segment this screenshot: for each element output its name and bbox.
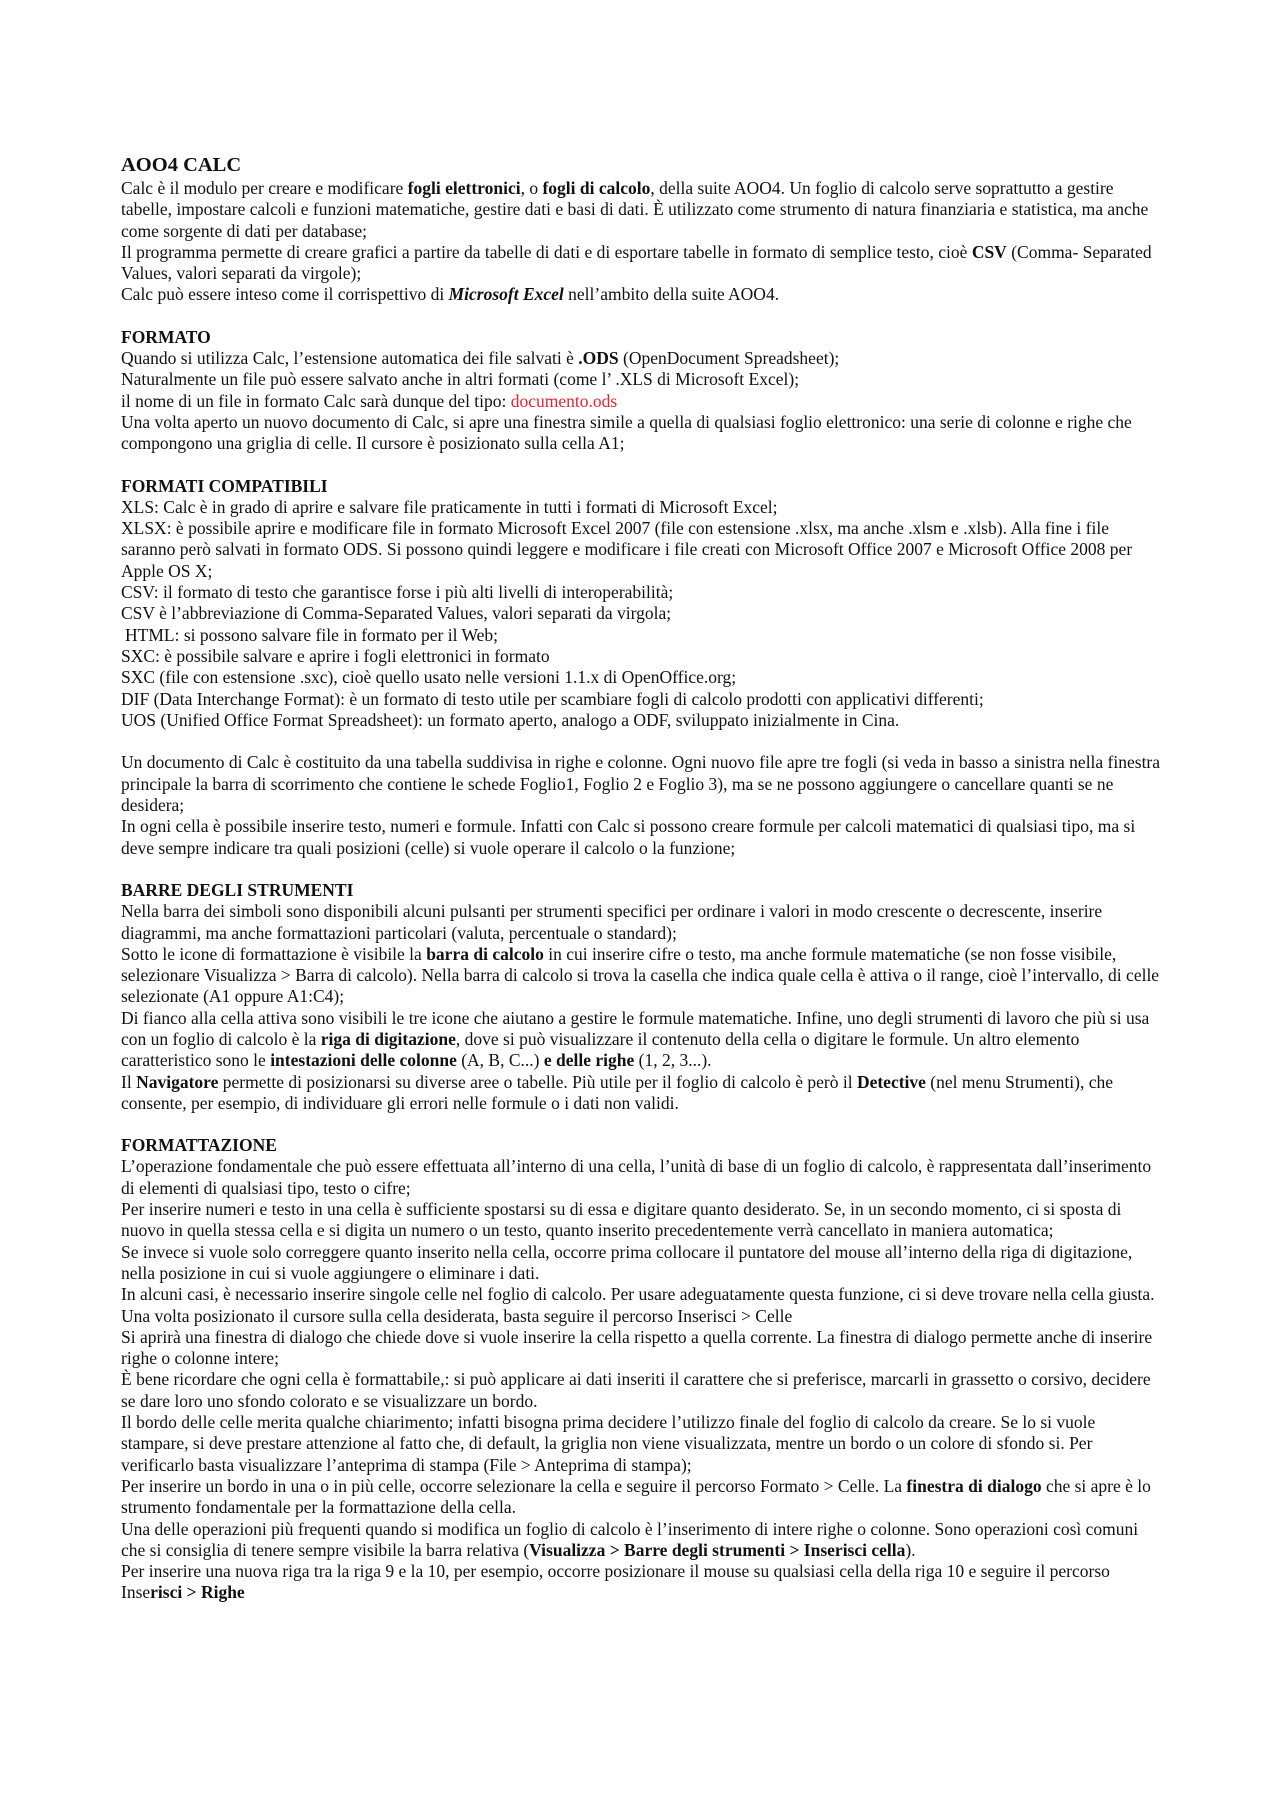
compatibili-line: CSV: il formato di testo che garantisce forse i più alti livelli di interoperabilità; [121,582,674,603]
text: , o [520,178,543,198]
text: (1, 2, 3...). [634,1050,712,1071]
text: Sotto le icone di formattazione è visibile la [121,943,427,964]
formattazione-paragraph-1: L’operazione fondamentale che può essere effettuata all’interno di una cella, l’unità di base di un foglio di calcolo, è rappresentata dall’inserimento di elementi di qualsiasi tipo, testo o cifre; [121,1156,1152,1198]
formato-line-3 [121,391,1165,412]
text: (OpenDocument Spreadsheet); [618,348,840,369]
bold-text: riga di digitazione [320,1028,456,1049]
text: (nel menu Strumenti), che consente, per esempio, di individuare gli errori nelle formule o i dati non validi. [121,1071,1114,1113]
documento-paragraph-2: In ogni cella è possibile inserire testo, numeri e formule. Infatti con Calc si possono creare formule per calcoli matematici di qualsiasi tipo, ma si deve sempre indicare tra quali posizioni (celle) si vuole operare il calcolo o la funzione; [121,816,1136,858]
bold-text: Detective [856,1071,926,1092]
formattazione-paragraph-10 [121,1561,1165,1604]
bold-text: .ODS [578,348,619,369]
bold-italic-text: Microsoft Excel [448,284,564,305]
formattazione-paragraph-9 [121,1519,1165,1562]
formattazione-paragraph-8 [121,1476,1165,1519]
compatibili-line: XLS: Calc è in grado di aprire e salvare file praticamente in tutti i formati di Microsoft Excel; [121,496,778,517]
bold-text: fogli elettronici [407,178,521,198]
bold-text: risci > Righe [150,1582,245,1603]
bold-text: intestazioni delle colonne [270,1050,457,1071]
text: Calc può essere inteso come il corrispettivo di [121,284,449,305]
compatibili-line: UOS (Unified Office Format Spreadsheet): un formato aperto, analogo a ODF, sviluppato inizialmente in Cina. [121,709,900,730]
bold-text: e delle righe [543,1050,635,1071]
text: permette di posizionarsi su diverse aree o tabelle. Più utile per il foglio di calcolo è però il [218,1071,857,1092]
text: nell’ambito della suite AOO4. [563,284,780,305]
text: , della suite AOO4. Un foglio di calcolo serve soprattutto a gestire tabelle, impostare calcoli e funzioni matematiche, gestire dati e basi di dati. È utilizzato come strumento di natura finanziaria e statistica, ma anche come sorgente di dati per database; [121,178,1149,241]
formattazione-paragraph-2: Per inserire numeri e testo in una cella è sufficiente spostarsi su di essa e digitare quanto desiderato. Se, in un secondo momento, ci si sposta di nuovo in quella stessa cella e si digita un numero o un testo, quanto inserito precedentemente verrà cancellato in maniera automatica; [121,1199,1122,1241]
text: (A, B, C...) [456,1050,544,1071]
formattazione-paragraph-4: In alcuni casi, è necessario inserire singole celle nel foglio di calcolo. Per usare adeguatamente questa funzione, ci si deve trovare nella cella giusta. Una volta posizionato il cursore sulla cella desiderata, basta seguire il percorso Inserisci > Celle [121,1284,1155,1326]
formato-line-1 [121,348,1165,369]
bold-text: Navigatore [136,1071,219,1092]
barre-paragraph-4 [121,1072,1165,1115]
intro-paragraph-1 [121,178,1165,242]
compatibili-line: HTML: si possono salvare file in formato per il Web; [125,624,498,645]
formato-line-4: Una volta aperto un nuovo documento di Calc, si apre una finestra simile a quella di qualsiasi foglio elettronico: una serie di colonne e righe che compongono una griglia di celle. Il cursore è posizionato sulla cella A1; [121,411,1132,454]
text: Quando si utilizza Calc, l’estensione automatica dei file salvati è [121,348,579,369]
text: Calc è il modulo per creare e modificare [121,178,408,198]
text: Il programma permette di creare grafici a partire da tabelle di dati e di esportare tabelle in formato di semplice testo, cioè [121,241,972,262]
bold-text: CSV [971,241,1007,262]
intro-paragraph-2 [121,242,1165,285]
bold-text: barra di calcolo [426,943,544,964]
text: in cui inserire cifre o testo, ma anche formule matematiche (se non fosse visibile, selezionare Visualizza > Barra di calcolo). Nella barra di calcolo si trova la casella che indica quale cella è attiva o il range, cioè l’intervallo, di celle selezionate (A1 oppure A1:C4); [121,943,1160,1007]
intro-paragraph-3 [121,284,1165,305]
text: Per inserire una nuova riga tra la riga 9 e la 10, per esempio, occorre posizionare il mouse su qualsiasi cella della riga 10 e seguire il percorso Inse [121,1561,1110,1603]
bold-text: Visualizza > Barre degli strumenti > Inserisci cella [529,1539,906,1560]
filename-example: documento.ods [510,390,618,411]
barre-paragraph-2 [121,944,1165,1008]
compatibili-line: CSV è l’abbreviazione di Comma-Separated Values, valori separati da virgola; [121,603,672,624]
documento-paragraph-1: Un documento di Calc è costituito da una tabella suddivisa in righe e colonne. Ogni nuovo file apre tre fogli (si veda in basso a sinistra nella finestra principale la barra di scorrimento che contiene le schede Foglio1, Foglio 2 e Foglio 3), ma se ne possono aggiungere o cancellare quanti se ne desidera; [121,752,1161,816]
section-heading-formattazione: FORMATTAZIONE [121,1135,277,1156]
barre-paragraph-3 [121,1008,1165,1072]
document-title: AOO4 CALC [121,154,242,176]
compatibili-line: SXC (file con estensione .sxc), cioè quello usato nelle versioni 1.1.x di OpenOffice.org; [121,667,737,688]
text: (Comma- Separated Values, valori separati da virgole); [121,241,1152,284]
text: Una delle operazioni più frequenti quando si modifica un foglio di calcolo è l’inserimento di intere righe o colonne. Sono operazioni così comuni che si consiglia di tenere sempre visibile la barra relativa ( [121,1518,1139,1560]
text: il nome di un file in formato Calc sarà dunque del tipo: [121,390,511,411]
formattazione-paragraph-6: È bene ricordare che ogni cella è formattabile,: si può applicare ai dati inseriti il carattere che si preferisce, marcarli in grassetto o corsivo, decidere se dare loro uno sfondo colorato e se visualizzare un bordo. [121,1369,1151,1411]
bold-text: fogli di calcolo [542,178,651,198]
formato-line-2: Naturalmente un file può essere salvato anche in altri formati (come l’ .XLS di Microsoft Excel); [121,369,800,390]
text: , dove si può visualizzare il contenuto della cella o digitare le formule. Un altro elemento caratteristico sono le [121,1028,1080,1071]
section-heading-formati-compatibili: FORMATI COMPATIBILI [121,475,328,496]
formattazione-paragraph-5: Si aprirà una finestra di dialogo che chiede dove si vuole inserire la cella rispetto a quella corrente. La finestra di dialogo permette anche di inserire righe o colonne intere; [121,1326,1153,1369]
text: che si apre è lo strumento fondamentale per la formattazione della cella. [121,1475,1151,1518]
compatibili-line: XLSX: è possibile aprire e modificare file in formato Microsoft Excel 2007 (file con estensione .xlsx, ma anche .xlsm e .xlsb). Alla fine i file saranno però salvati in formato ODS. Si possono quindi leggere e modificare i file creati con Microsoft Office 2007 e Microsoft Office 2008 per Apple OS X; [121,518,1133,581]
text: ). [905,1539,916,1560]
formattazione-paragraph-3: Se invece si vuole solo correggere quanto inserito nella cella, occorre prima collocare il puntatore del mouse all’interno della riga di digitazione, nella posizione in cui si vuole aggiungere o eliminare i dati. [121,1241,1133,1283]
section-heading-formato: FORMATO [121,327,211,348]
barre-paragraph-1: Nella barra dei simboli sono disponibili alcuni pulsanti per strumenti specifici per ordinare i valori in modo crescente o decrescente, inserire diagrammi, ma anche formattazioni particolari (valuta, percentuale o standard); [121,901,1103,943]
formattazione-paragraph-7: Il bordo delle celle merita qualche chiarimento; infatti bisogna prima decidere l’utilizzo finale del foglio di calcolo da creare. Se lo si vuole stampare, si deve prestare attenzione al fatto che, di default, la griglia non viene visualizzata, mentre un bordo o un colore di sfondo si. Per verificarlo basta visualizzare l’anteprima di stampa (File > Anteprima di stampa); [121,1412,1096,1475]
section-heading-barre-strumenti: BARRE DEGLI STRUMENTI [121,880,354,901]
compatibili-line: SXC: è possibile salvare e aprire i fogli elettronici in formato [121,645,550,666]
compatibili-line: DIF (Data Interchange Format): è un formato di testo utile per scambiare fogli di calcolo prodotti con applicativi differenti; [121,688,984,709]
text: Di fianco alla cella attiva sono visibili le tre icone che aiutano a gestire le formule matematiche. Infine, uno degli strumenti di lavoro che più si usa con un foglio di calcolo è la [121,1007,1150,1049]
text: Il [121,1071,137,1092]
bold-text: finestra di dialogo [906,1475,1042,1496]
text: Per inserire un bordo in una o in più celle, occorre selezionare la cella e seguire il percorso Formato > Celle. La [121,1475,907,1496]
